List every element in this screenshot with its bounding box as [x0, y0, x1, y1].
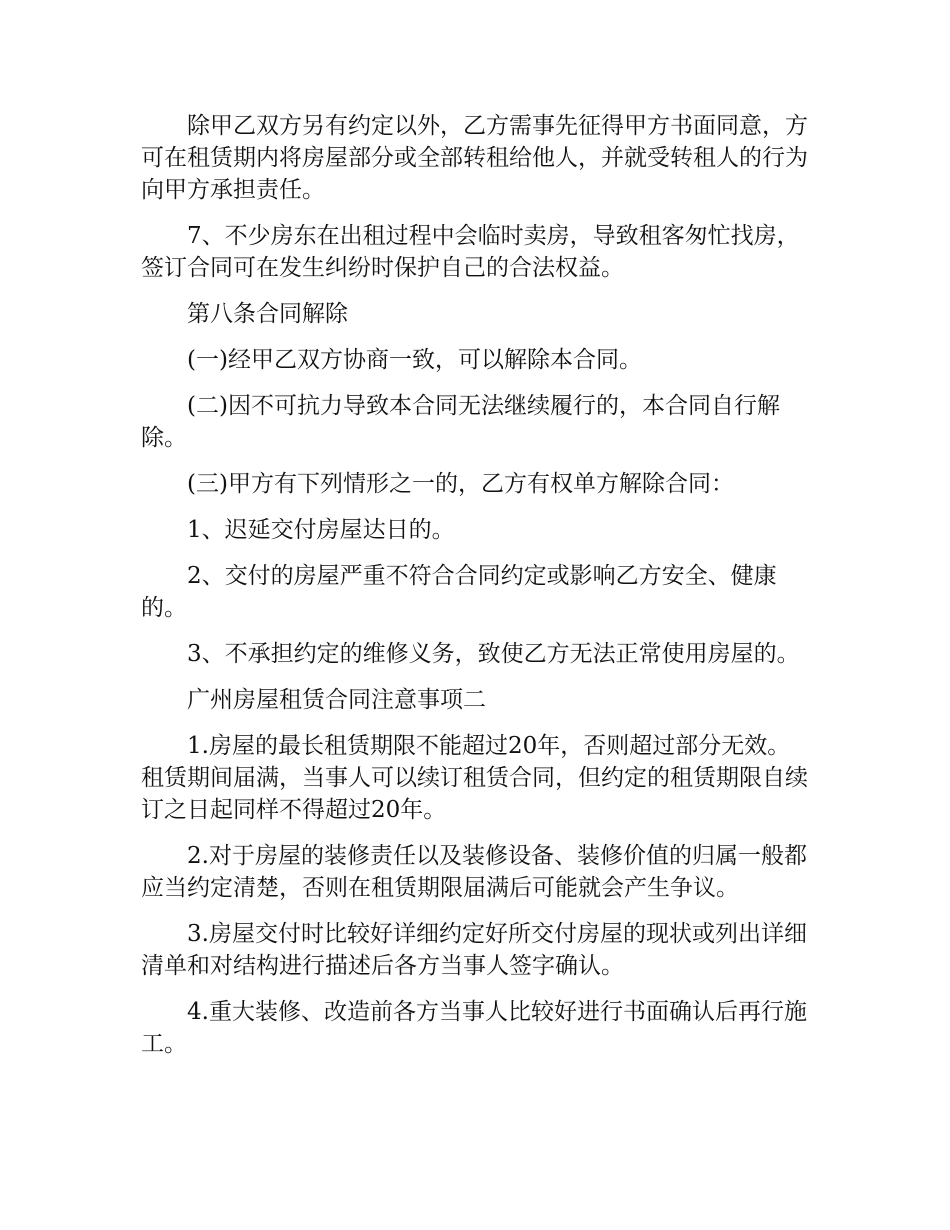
paragraph-item-7: 7、不少房东在出租过程中会临时卖房，导致租客匆忙找房，签订合同可在发生纠纷时保护自己的合法权益。	[141, 223, 800, 281]
paragraph-clause-2: (二)因不可抗力导致本合同无法继续履行的，本合同自行解除。	[141, 393, 780, 451]
note-item-2: 2.对于房屋的装修责任以及装修设备、装修价值的归属一般都应当约定清楚，否则在租赁期限届满后可能就会产生争议。	[141, 843, 807, 901]
paragraph-clause-3: (三)甲方有下列情形之一的，乙方有权单方解除合同：	[187, 471, 734, 497]
document-body	[141, 110, 811, 1074]
section-heading-article-8: 第八条合同解除	[187, 301, 348, 327]
paragraph-clause-1: (一)经甲乙双方协商一致，可以解除本合同。	[187, 347, 642, 373]
section-heading-notes-2: 广州房屋租赁合同注意事项二	[187, 687, 486, 713]
note-item-1: 1.房屋的最长租赁期限不能超过20年，否则超过部分无效。租赁期间届满，当事人可以续订租赁合同，但约定的租赁期限自续订之日起同样不得超过20年。	[141, 733, 808, 823]
note-item-4: 4.重大装修、改造前各方当事人比较好进行书面确认后再行施工。	[141, 999, 807, 1057]
list-item-1: 1、迟延交付房屋达日的。	[187, 517, 455, 543]
list-item-3: 3、不承担约定的维修义务，致使乙方无法正常使用房屋的。	[187, 641, 800, 667]
paragraph-sublease-clause: 除甲乙双方另有约定以外，乙方需事先征得甲方书面同意，方可在租赁期内将房屋部分或全部转租给他人，并就受转租人的行为向甲方承担责任。	[141, 113, 808, 203]
list-item-2: 2、交付的房屋严重不符合合同约定或影响乙方安全、健康的。	[141, 563, 777, 621]
note-item-3: 3.房屋交付时比较好详细约定好所交付房屋的现状或列出详细清单和对结构进行描述后各方当事人签字确认。	[141, 921, 807, 979]
